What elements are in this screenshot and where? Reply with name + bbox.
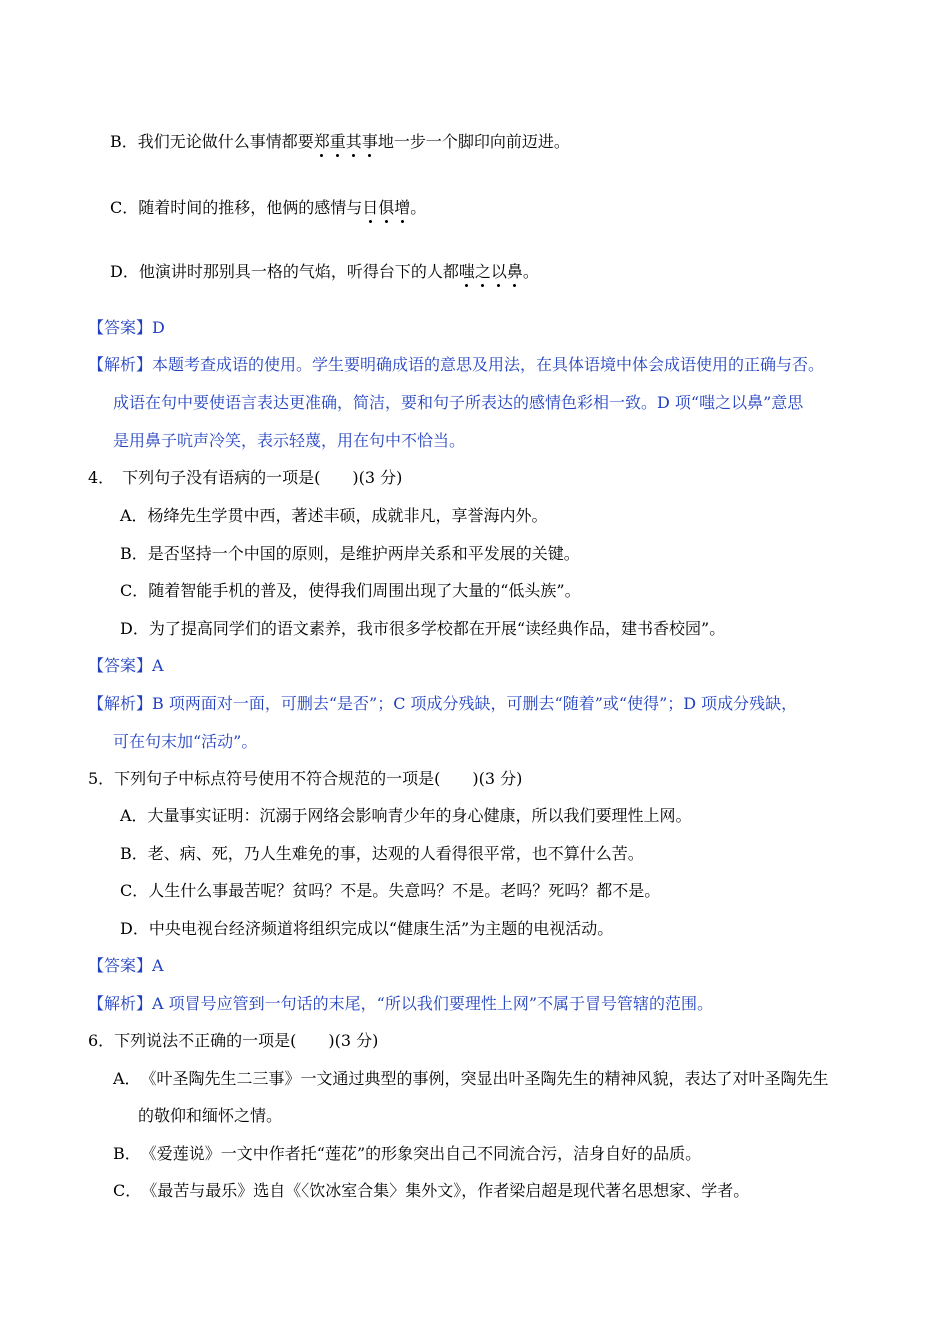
emphasis-char: 事 bbox=[361, 132, 378, 151]
analysis-text: B 项两面对一面，可删去“是否”；C 项成分残缺，可删去“随着”或“使得”；D 项成分残缺， bbox=[152, 694, 798, 713]
emphasis-char: 俱 bbox=[378, 198, 395, 217]
q4-analysis-line-1 bbox=[88, 694, 797, 714]
q6-stem: 6．下列说法不正确的一项是( )(3 分) bbox=[88, 1031, 379, 1050]
q3-option-b-text: B．我们无论做什么事情都要 bbox=[110, 132, 314, 151]
emphasis-char: 鼻 bbox=[506, 262, 523, 281]
analysis-tag: 【解析】 bbox=[88, 994, 153, 1013]
q3-option-b bbox=[110, 132, 570, 152]
emphasis-char: 其 bbox=[345, 132, 362, 151]
q3-option-c-text-end: 。 bbox=[410, 198, 427, 217]
answer-value: A bbox=[152, 956, 164, 975]
q6-option-b: B． 《爱莲说》一文中作者托“莲花”的形象突出自己不同流合污，洁身自好的品质。 bbox=[113, 1144, 702, 1163]
q5-stem: 5．下列句子中标点符号使用不符合规范的一项是( )(3 分) bbox=[88, 769, 523, 788]
q6-option-a: A． 《叶圣陶先生二三事》一文通过典型的事例，突显出叶圣陶先生的精神风貌，表达了对叶圣陶先生 bbox=[113, 1069, 829, 1088]
answer-value: A bbox=[152, 656, 164, 675]
q3-option-d-text-end: 。 bbox=[522, 262, 539, 281]
q3-option-c bbox=[110, 198, 426, 218]
q4-analysis-line-2: 可在句末加“活动”。 bbox=[113, 732, 258, 751]
answer-tag: 【答案】 bbox=[88, 318, 153, 337]
q5-option-c: C．人生什么事最苦呢？贫吗？不是。失意吗？不是。老吗？死吗？都不是。 bbox=[120, 881, 661, 900]
emphasis-char: 以 bbox=[490, 262, 507, 281]
q3-analysis-line-1 bbox=[88, 355, 824, 375]
q5-answer bbox=[88, 956, 164, 976]
emphasis-char: 之 bbox=[474, 262, 491, 281]
q5-option-d: D．中央电视台经济频道将组织完成以“健康生活”为主题的电视活动。 bbox=[120, 919, 614, 938]
analysis-tag: 【解析】 bbox=[88, 694, 153, 713]
q4-option-c: C．随着智能手机的普及，使得我们周围出现了大量的“低头族”。 bbox=[120, 581, 581, 600]
q3-option-c-text: C．随着时间的推移，他俩的感情与 bbox=[110, 198, 363, 217]
q3-option-c-idiom bbox=[362, 198, 410, 217]
q3-analysis-line-3: 是用鼻子吭声冷笑，表示轻蔑，用在句中不恰当。 bbox=[113, 431, 466, 450]
q3-analysis-line-2: 成语在句中要使语言表达更准确，简洁，要和句子所表达的感情色彩相一致。D 项“嗤之以鼻”意思 bbox=[113, 393, 804, 412]
emphasis-char: 嗤 bbox=[458, 262, 475, 281]
q3-option-b-idiom bbox=[314, 132, 378, 151]
emphasis-char: 增 bbox=[394, 198, 411, 217]
q4-option-a: A．杨绛先生学贯中西，著述丰硕，成就非凡，享誉海内外。 bbox=[120, 506, 548, 525]
q6-option-c: C． 《最苦与最乐》选自《〈饮冰室合集〉集外文》，作者梁启超是现代著名思想家、学者。 bbox=[113, 1181, 750, 1200]
q3-option-d-idiom bbox=[459, 262, 523, 281]
q3-option-b-text-end: 地一步一个脚印向前迈进。 bbox=[377, 132, 570, 151]
q3-option-d-text: D．他演讲时那别具一格的气焰，听得台下的人都 bbox=[110, 262, 459, 281]
q6-option-a-continued: 的敬仰和缅怀之情。 bbox=[138, 1106, 283, 1125]
q3-option-d bbox=[110, 262, 539, 282]
q4-stem: 4． 下列句子没有语病的一项是( )(3 分) bbox=[88, 468, 403, 487]
emphasis-char: 郑 bbox=[313, 132, 330, 151]
emphasis-char: 日 bbox=[362, 198, 379, 217]
analysis-text: 本题考查成语的使用。学生要明确成语的意思及用法，在具体语境中体会成语使用的正确与否。 bbox=[152, 355, 825, 374]
q4-option-b: B．是否坚持一个中国的原则，是维护两岸关系和平发展的关键。 bbox=[120, 544, 580, 563]
q4-option-d: D．为了提高同学们的语文素养，我市很多学校都在开展“读经典作品，建书香校园”。 bbox=[120, 619, 726, 638]
q5-option-a: A．大量事实证明：沉溺于网络会影响青少年的身心健康，所以我们要理性上网。 bbox=[120, 806, 692, 825]
emphasis-char: 重 bbox=[329, 132, 346, 151]
answer-tag: 【答案】 bbox=[88, 956, 153, 975]
q5-option-b: B．老、病、死，乃人生难免的事，达观的人看得很平常，也不算什么苦。 bbox=[120, 844, 644, 863]
analysis-text: A 项冒号应管到一句话的末尾，“所以我们要理性上网”不属于冒号管辖的范围。 bbox=[152, 994, 714, 1013]
analysis-tag: 【解析】 bbox=[88, 355, 153, 374]
answer-tag: 【答案】 bbox=[88, 656, 153, 675]
q4-answer bbox=[88, 656, 164, 676]
q3-answer bbox=[88, 318, 165, 338]
q5-analysis-line-1 bbox=[88, 994, 713, 1014]
answer-value: D bbox=[152, 318, 165, 337]
